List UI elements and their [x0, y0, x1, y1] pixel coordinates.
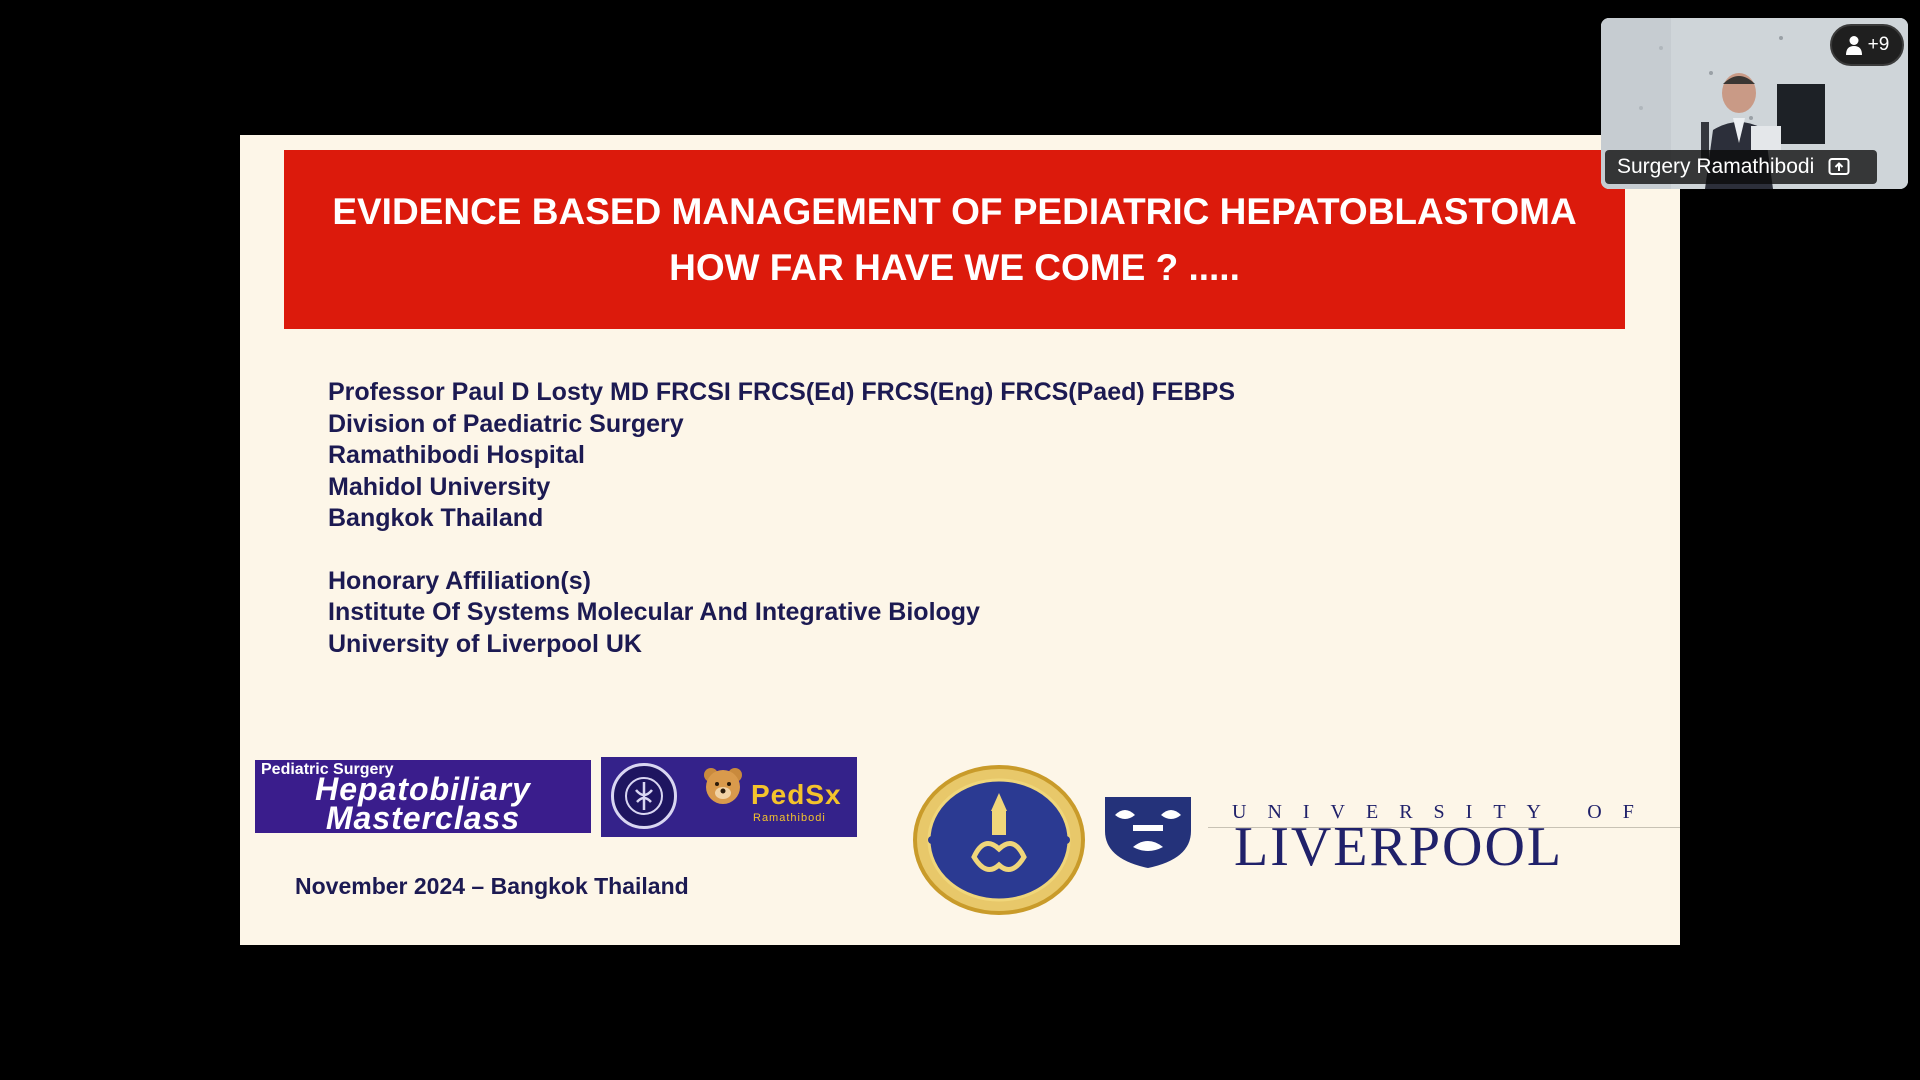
honorary-line: University of Liverpool UK: [328, 629, 642, 658]
event-date: November 2024 – Bangkok Thailand: [295, 873, 689, 899]
masterclass-line-2: Masterclass: [325, 800, 521, 833]
participant-video-tile[interactable]: [1601, 18, 1908, 189]
pedsx-subtitle: Ramathibodi: [753, 812, 826, 824]
pedsx-wordmark: PedSx: [751, 779, 842, 810]
slide-title-banner: [284, 150, 1625, 329]
liverpool-wordmark: LIVERPOOL: [1234, 816, 1564, 878]
hospital-seal-icon: [611, 763, 677, 829]
masterclass-line-1: Hepatobiliary: [315, 771, 531, 807]
honorary-heading: Honorary Affiliation(s): [328, 566, 591, 595]
author-name: Professor Paul D Losty MD FRCSI FRCS(Ed) FRCS(Eng) FRCS(Paed) FEBPS: [328, 378, 1236, 406]
participant-count: +9: [1867, 34, 1890, 55]
affiliation-line: Mahidol University: [328, 472, 551, 501]
masterclass-logo: [255, 760, 591, 833]
mahidol-university-seal-icon: [912, 765, 1086, 915]
participant-name-chip: [1605, 150, 1877, 184]
slide-title-line-2: HOW FAR HAVE WE COME ? .....: [669, 246, 1240, 288]
liverpool-upper-text: UNIVERSITY OF: [1232, 801, 1655, 823]
affiliation-line: Bangkok Thailand: [328, 504, 544, 532]
presentation-slide: [240, 135, 1680, 945]
liverpool-crest-icon: [1103, 795, 1193, 870]
screen-share-icon: [1828, 157, 1850, 177]
author-block: [328, 377, 1235, 660]
slide-title-line-1: EVIDENCE BASED MANAGEMENT OF PEDIATRIC HEPATOBLASTOMA: [332, 190, 1577, 232]
participant-count-badge[interactable]: [1830, 24, 1904, 66]
participant-name: Surgery Ramathibodi: [1617, 155, 1815, 178]
affiliation-line: Division of Paediatric Surgery: [328, 409, 684, 438]
masterclass-kicker: Pediatric Surgery: [261, 761, 394, 778]
honorary-line: Institute Of Systems Molecular And Integrative Biology: [328, 598, 980, 626]
person-icon: [1845, 35, 1863, 55]
affiliation-line: Ramathibodi Hospital: [328, 441, 585, 469]
pedsx-logo: [601, 757, 857, 837]
bear-mascot-icon: [701, 765, 745, 809]
spacer: [328, 535, 1235, 566]
